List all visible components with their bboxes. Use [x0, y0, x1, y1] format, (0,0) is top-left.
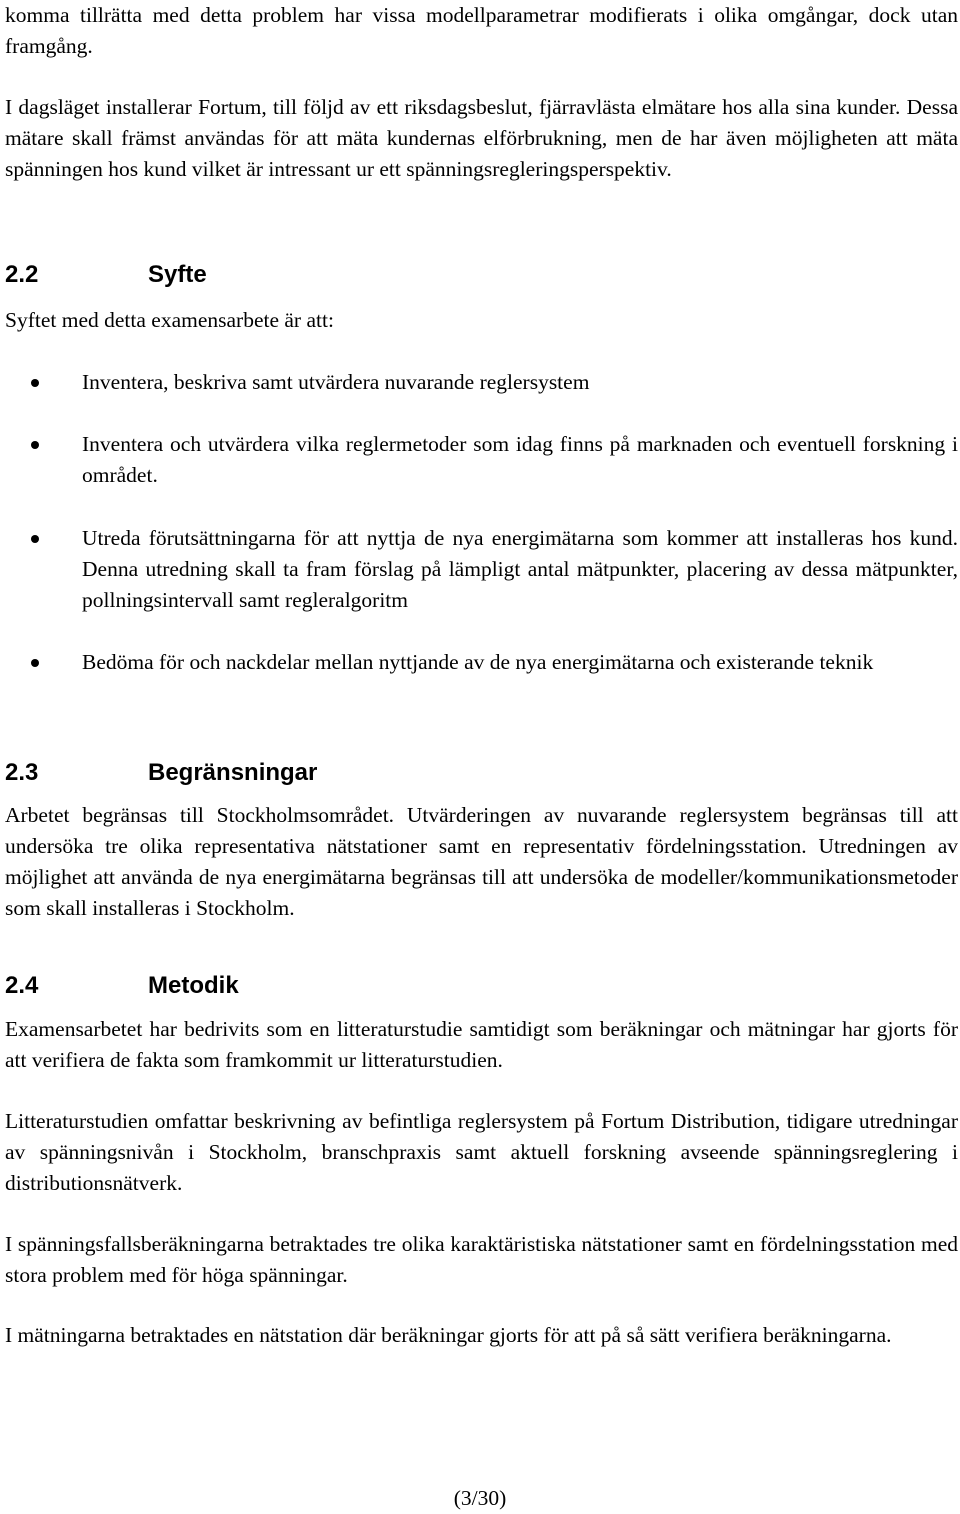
list-item: Inventera och utvärdera vilka reglermetoder som idag finns på marknaden och eventuell forskning i området. — [5, 429, 958, 491]
section-number: 2.4 — [5, 972, 39, 999]
bullet-icon — [31, 535, 39, 543]
list-item: Bedöma för och nackdelar mellan nyttjande av de nya energimätarna och existerande teknik — [5, 647, 958, 678]
begransningar-paragraph: Arbetet begränsas till Stockholmsområdet. Utvärderingen av nuvarande reglersystem begränsas till att undersöka tre olika representativa nätstationer samt en representativ fördelningsstation. Utredningen av möjlighet att använda de nya energimätarna begränsas till att undersöka de modeller/kommunikationsmetoder som skall installeras i Stockholm. — [5, 803, 958, 920]
section-title: Syfte — [148, 261, 207, 288]
section-number: 2.2 — [5, 261, 39, 288]
syfte-intro: Syftet med detta examensarbete är att: — [5, 308, 334, 332]
section-number: 2.3 — [5, 759, 39, 786]
section-heading-metodik — [5, 971, 905, 1001]
bullet-icon — [31, 441, 39, 449]
bullet-icon — [31, 659, 39, 667]
section-title: Metodik — [148, 972, 239, 999]
page-number: (3/30) — [453, 1486, 507, 1510]
syfte-bullet-list — [5, 367, 958, 678]
section-heading-begransningar — [5, 758, 905, 788]
metodik-paragraph-3: I spänningsfallsberäkningarna betraktades tre olika karaktäristiska nätstationer samt en fördelningsstation med stora problem med för höga spänningar. — [5, 1232, 958, 1287]
section-title: Begränsningar — [148, 759, 318, 786]
metodik-paragraph-4: I mätningarna betraktades en nätstation där beräkningar gjorts för att på så sätt verifiera beräkningarna. — [5, 1323, 892, 1347]
list-item: Utreda förutsättningarna för att nyttja de nya energimätarna som kommer att installeras hos kund. Denna utredning skall ta fram förslag på lämpligt antal mätpunkter, placering av dessa mätpunkter, pollningsintervall samt regleralgoritm — [5, 523, 958, 616]
intro-paragraph-1: komma tillrätta med detta problem har vissa modellparametrar modifierats i olika omgångar, dock utan framgång. — [5, 3, 958, 58]
metodik-paragraph-2: Litteraturstudien omfattar beskrivning av befintliga reglersystem på Fortum Distribution, tidigare utredningar av spänningsnivån i Stockholm, branschpraxis samt aktuell forskning avseende spänningsreglering i distributionsnätverk. — [5, 1109, 958, 1195]
list-item: Inventera, beskriva samt utvärdera nuvarande reglersystem — [5, 367, 958, 398]
section-heading-syfte — [5, 260, 905, 290]
intro-paragraph-2: I dagsläget installerar Fortum, till följd av ett riksdagsbeslut, fjärravlästa elmätare hos alla sina kunder. Dessa mätare skall främst användas för att mäta kundernas elförbrukning, men de har även möjligheten att mäta spänningen hos kund vilket är intressant ur ett spänningsregleringsperspektiv. — [5, 95, 958, 181]
bullet-icon — [31, 379, 39, 387]
metodik-paragraph-1: Examensarbetet har bedrivits som en litteraturstudie samtidigt som beräkningar och mätningar har gjorts för att verifiera de fakta som framkommit ur litteraturstudien. — [5, 1017, 958, 1072]
